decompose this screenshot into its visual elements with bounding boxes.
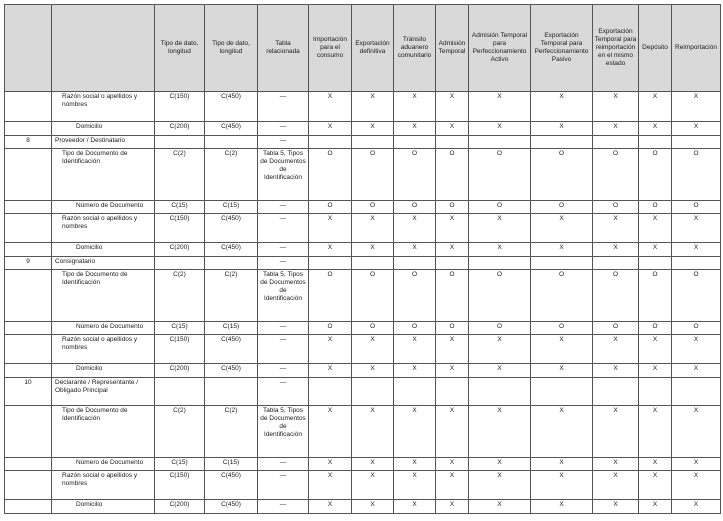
regime-mark-cell: X <box>436 471 469 500</box>
regime-mark-cell: X <box>436 243 469 257</box>
regime-mark-cell: X <box>531 335 593 364</box>
header-cell: Tipo de dato, longitud <box>205 5 258 92</box>
row-number <box>5 471 52 500</box>
regime-mark-cell: X <box>436 458 469 471</box>
regime-mark-cell: X <box>593 214 639 243</box>
table-row <box>5 136 721 149</box>
regime-mark-cell <box>639 378 672 406</box>
regime-mark-cell: X <box>531 243 593 257</box>
regime-mark-cell: X <box>531 458 593 471</box>
regime-mark-cell: O <box>639 270 672 322</box>
regime-mark-cell: X <box>469 335 531 364</box>
regime-mark-cell: X <box>352 471 394 500</box>
related-table-cell: — <box>258 458 309 471</box>
regime-mark-cell <box>352 378 394 406</box>
field-name: Consignatario <box>52 257 155 270</box>
regime-mark-cell <box>394 136 436 149</box>
regime-mark-cell: O <box>593 149 639 201</box>
regime-mark-cell: X <box>436 92 469 122</box>
regime-mark-cell: X <box>394 364 436 378</box>
regime-mark-cell: O <box>309 322 352 335</box>
data-type-cell <box>155 136 205 149</box>
regime-mark-cell: O <box>309 270 352 322</box>
regime-mark-cell: O <box>593 322 639 335</box>
regime-mark-cell <box>309 136 352 149</box>
regime-mark-cell: X <box>394 92 436 122</box>
regime-mark-cell: X <box>309 471 352 500</box>
regime-mark-cell: O <box>394 149 436 201</box>
header-cell: Exportación Temporal para reimportación en el mismo estado <box>593 5 639 92</box>
regime-mark-cell: X <box>672 364 721 378</box>
header-cell: Tipo de dato, longitud <box>155 5 205 92</box>
regime-mark-cell: X <box>531 471 593 500</box>
table-row <box>5 214 721 243</box>
regime-mark-cell: X <box>593 458 639 471</box>
regime-mark-cell: X <box>531 364 593 378</box>
regime-mark-cell: X <box>309 122 352 136</box>
regime-mark-cell: X <box>531 122 593 136</box>
regime-mark-cell: X <box>309 406 352 458</box>
regime-mark-cell: O <box>352 201 394 214</box>
regime-mark-cell: X <box>469 92 531 122</box>
related-table-cell: — <box>258 201 309 214</box>
regime-mark-cell: O <box>672 201 721 214</box>
regime-mark-cell: X <box>469 364 531 378</box>
field-name: Declarante / Representante / Obligado Principal <box>52 378 155 406</box>
regime-mark-cell: O <box>672 322 721 335</box>
regime-mark-cell <box>672 378 721 406</box>
regime-mark-cell: O <box>469 149 531 201</box>
data-type-cell: C(15) <box>205 201 258 214</box>
data-type-cell: C(15) <box>155 458 205 471</box>
header-cell: Importación para el consumo <box>309 5 352 92</box>
header-cell: Exportación Temporal para Perfeccionamiento Pasivo <box>531 5 593 92</box>
row-number <box>5 500 52 514</box>
regime-mark-cell: O <box>352 270 394 322</box>
regime-mark-cell <box>469 257 531 270</box>
regime-mark-cell: X <box>593 335 639 364</box>
regime-mark-cell: X <box>352 364 394 378</box>
row-number <box>5 458 52 471</box>
regime-mark-cell: X <box>593 500 639 514</box>
regime-mark-cell: O <box>394 270 436 322</box>
regime-mark-cell: X <box>672 406 721 458</box>
regime-mark-cell: X <box>436 364 469 378</box>
data-type-cell: C(450) <box>205 500 258 514</box>
row-number <box>5 270 52 322</box>
related-table-cell: — <box>258 122 309 136</box>
regime-mark-cell: X <box>531 92 593 122</box>
regime-mark-cell: X <box>309 500 352 514</box>
row-number <box>5 406 52 458</box>
regime-mark-cell: X <box>469 500 531 514</box>
header-cell: Exportación definitiva <box>352 5 394 92</box>
table-row <box>5 92 721 122</box>
related-table-cell: — <box>258 500 309 514</box>
regime-mark-cell: X <box>639 214 672 243</box>
regime-mark-cell: X <box>672 122 721 136</box>
regime-mark-cell: X <box>436 122 469 136</box>
data-type-cell: C(200) <box>155 364 205 378</box>
data-type-cell: C(150) <box>155 335 205 364</box>
regime-mark-cell: O <box>531 322 593 335</box>
related-table-cell: — <box>258 364 309 378</box>
regime-mark-cell: O <box>394 201 436 214</box>
regime-mark-cell: O <box>531 270 593 322</box>
regime-mark-cell: X <box>436 406 469 458</box>
regime-mark-cell: O <box>469 322 531 335</box>
regime-mark-cell: O <box>352 149 394 201</box>
related-table-cell: — <box>258 471 309 500</box>
regime-mark-cell: X <box>436 335 469 364</box>
regime-mark-cell: X <box>593 406 639 458</box>
regime-mark-cell <box>436 378 469 406</box>
related-table-cell: — <box>258 243 309 257</box>
field-name: Domicilio <box>52 364 155 378</box>
related-table-cell: — <box>258 136 309 149</box>
regime-mark-cell: X <box>394 243 436 257</box>
regime-mark-cell <box>531 257 593 270</box>
regime-mark-cell: X <box>436 500 469 514</box>
regime-mark-cell <box>469 136 531 149</box>
row-number <box>5 149 52 201</box>
regime-mark-cell: X <box>394 335 436 364</box>
regime-mark-cell: X <box>672 471 721 500</box>
regime-mark-cell: O <box>531 149 593 201</box>
field-name: Domicilio <box>52 243 155 257</box>
field-name: Número de Documento <box>52 322 155 335</box>
regime-mark-cell: X <box>672 458 721 471</box>
table-row <box>5 322 721 335</box>
regime-mark-cell: O <box>469 201 531 214</box>
regime-mark-cell: X <box>352 458 394 471</box>
regime-mark-cell: X <box>672 500 721 514</box>
data-type-cell: C(2) <box>155 270 205 322</box>
data-type-cell: C(450) <box>205 92 258 122</box>
row-number <box>5 92 52 122</box>
field-name: Tipo de Documento de Identificación <box>52 270 155 322</box>
data-type-cell: C(15) <box>155 322 205 335</box>
row-number <box>5 214 52 243</box>
table-row <box>5 471 721 500</box>
regime-mark-cell: O <box>436 201 469 214</box>
regime-mark-cell: X <box>531 500 593 514</box>
regime-mark-cell: X <box>394 500 436 514</box>
regime-mark-cell <box>531 136 593 149</box>
data-type-cell: C(450) <box>205 243 258 257</box>
data-type-cell: C(450) <box>205 471 258 500</box>
regime-mark-cell: X <box>394 471 436 500</box>
data-type-cell <box>205 257 258 270</box>
regime-mark-cell: X <box>639 92 672 122</box>
data-type-cell: C(200) <box>155 122 205 136</box>
regime-mark-cell <box>593 378 639 406</box>
header-cell <box>5 5 52 92</box>
regime-mark-cell: X <box>352 406 394 458</box>
data-type-cell: C(150) <box>155 214 205 243</box>
regime-mark-cell: X <box>639 458 672 471</box>
regime-mark-cell <box>352 257 394 270</box>
data-type-cell: C(2) <box>205 270 258 322</box>
row-number: 9 <box>5 257 52 270</box>
data-type-cell: C(450) <box>205 364 258 378</box>
related-table-cell: — <box>258 378 309 406</box>
row-number: 10 <box>5 378 52 406</box>
regime-mark-cell <box>672 136 721 149</box>
related-table-cell: Tabla 5, Tipos de Documentos de Identificación <box>258 149 309 201</box>
regime-mark-cell <box>309 378 352 406</box>
regime-mark-cell: O <box>531 201 593 214</box>
data-type-cell: C(450) <box>205 214 258 243</box>
regime-mark-cell: X <box>672 92 721 122</box>
regime-mark-cell: X <box>593 243 639 257</box>
related-table-cell: — <box>258 257 309 270</box>
data-type-cell: C(200) <box>155 243 205 257</box>
regime-mark-cell: X <box>469 458 531 471</box>
row-number <box>5 201 52 214</box>
field-name: Razón social o apellidos y nombres <box>52 92 155 122</box>
regime-mark-cell: X <box>394 458 436 471</box>
field-name: Domicilio <box>52 122 155 136</box>
row-number <box>5 122 52 136</box>
regime-mark-cell: O <box>352 322 394 335</box>
regime-mark-cell <box>352 136 394 149</box>
table-row <box>5 149 721 201</box>
regime-mark-cell: X <box>672 243 721 257</box>
data-type-cell: C(150) <box>155 471 205 500</box>
regime-mark-cell: X <box>469 214 531 243</box>
regime-mark-cell: X <box>639 364 672 378</box>
regime-mark-cell: X <box>639 500 672 514</box>
data-type-cell: C(2) <box>155 406 205 458</box>
regimes-table <box>4 4 721 514</box>
field-name: Número de Documento <box>52 201 155 214</box>
regime-mark-cell: X <box>394 406 436 458</box>
table-row <box>5 243 721 257</box>
regime-mark-cell: O <box>436 322 469 335</box>
field-name: Razón social o apellidos y nombres <box>52 214 155 243</box>
header-cell: Depósito <box>639 5 672 92</box>
data-type-cell: C(2) <box>205 149 258 201</box>
regime-mark-cell <box>639 257 672 270</box>
regime-mark-cell: X <box>352 243 394 257</box>
regime-mark-cell: X <box>309 214 352 243</box>
field-name: Razón social o apellidos y nombres <box>52 471 155 500</box>
regime-mark-cell: X <box>469 243 531 257</box>
regime-mark-cell: X <box>593 122 639 136</box>
regime-mark-cell: X <box>394 214 436 243</box>
regime-mark-cell: X <box>309 92 352 122</box>
data-type-cell: C(450) <box>205 122 258 136</box>
regime-mark-cell <box>469 378 531 406</box>
row-number <box>5 322 52 335</box>
data-type-cell: C(200) <box>155 500 205 514</box>
regime-mark-cell: O <box>309 201 352 214</box>
regime-mark-cell: X <box>352 92 394 122</box>
table-row <box>5 458 721 471</box>
data-type-cell: C(150) <box>155 92 205 122</box>
regime-mark-cell: X <box>593 471 639 500</box>
header-cell: Admisión Temporal para Perfeccionamiento Activo <box>469 5 531 92</box>
row-number: 8 <box>5 136 52 149</box>
table-row <box>5 378 721 406</box>
regime-mark-cell: O <box>394 322 436 335</box>
regime-mark-cell: X <box>309 364 352 378</box>
row-number <box>5 243 52 257</box>
regime-mark-cell: X <box>639 243 672 257</box>
related-table-cell: — <box>258 322 309 335</box>
header-cell: Admisión Temporal <box>436 5 469 92</box>
header-cell: Reimportación <box>672 5 721 92</box>
regime-mark-cell: X <box>309 243 352 257</box>
regime-mark-cell: O <box>639 149 672 201</box>
field-name: Número de Documento <box>52 458 155 471</box>
regime-mark-cell: X <box>352 500 394 514</box>
regime-mark-cell <box>593 136 639 149</box>
header-row <box>5 5 721 92</box>
regime-mark-cell: X <box>593 92 639 122</box>
table-row <box>5 122 721 136</box>
data-type-cell <box>205 136 258 149</box>
data-type-cell: C(15) <box>205 458 258 471</box>
regime-mark-cell: X <box>672 214 721 243</box>
regime-mark-cell: X <box>639 471 672 500</box>
table-row <box>5 257 721 270</box>
regime-mark-cell: X <box>469 122 531 136</box>
regime-mark-cell <box>309 257 352 270</box>
row-number <box>5 335 52 364</box>
regime-mark-cell: X <box>352 214 394 243</box>
regime-mark-cell: O <box>672 270 721 322</box>
data-type-cell <box>155 257 205 270</box>
field-name: Proveedor / Destinatario <box>52 136 155 149</box>
regime-mark-cell: X <box>639 122 672 136</box>
regime-mark-cell: X <box>672 335 721 364</box>
data-type-cell: C(2) <box>155 149 205 201</box>
regime-mark-cell: O <box>309 149 352 201</box>
regime-mark-cell: X <box>309 458 352 471</box>
regime-mark-cell: X <box>639 406 672 458</box>
regime-mark-cell <box>593 257 639 270</box>
related-table-cell: Tabla 5, Tipos de Documentos de Identificación <box>258 270 309 322</box>
regime-mark-cell: X <box>436 214 469 243</box>
regime-mark-cell: X <box>352 122 394 136</box>
related-table-cell: Tabla 5, Tipos de Documentos de Identificación <box>258 406 309 458</box>
table-row <box>5 270 721 322</box>
data-type-cell: C(15) <box>155 201 205 214</box>
data-type-cell <box>205 378 258 406</box>
regime-mark-cell: X <box>639 335 672 364</box>
data-type-cell: C(15) <box>205 322 258 335</box>
regime-mark-cell <box>394 378 436 406</box>
field-name: Tipo de Documento de Identificación <box>52 149 155 201</box>
regime-mark-cell <box>436 257 469 270</box>
regime-mark-cell: X <box>469 471 531 500</box>
regime-mark-cell: O <box>593 201 639 214</box>
regime-mark-cell: X <box>593 364 639 378</box>
table-row <box>5 201 721 214</box>
regime-mark-cell: X <box>531 214 593 243</box>
related-table-cell: — <box>258 335 309 364</box>
data-type-cell: C(2) <box>205 406 258 458</box>
row-number <box>5 364 52 378</box>
regime-mark-cell: X <box>531 406 593 458</box>
related-table-cell: — <box>258 214 309 243</box>
regime-mark-cell: O <box>639 322 672 335</box>
regime-mark-cell <box>639 136 672 149</box>
field-name: Tipo de Documento de Identificación <box>52 406 155 458</box>
data-type-cell <box>155 378 205 406</box>
regime-mark-cell: X <box>394 122 436 136</box>
field-name: Domicilio <box>52 500 155 514</box>
header-cell: Tabla relacionada <box>258 5 309 92</box>
regime-mark-cell: X <box>309 335 352 364</box>
table-row <box>5 335 721 364</box>
regime-mark-cell: O <box>639 201 672 214</box>
regime-mark-cell: X <box>469 406 531 458</box>
related-table-cell: — <box>258 92 309 122</box>
table-row <box>5 364 721 378</box>
regime-mark-cell <box>672 257 721 270</box>
regime-mark-cell <box>531 378 593 406</box>
regime-mark-cell <box>436 136 469 149</box>
table-row <box>5 406 721 458</box>
field-name: Razón social o apellidos y nombres <box>52 335 155 364</box>
table-row <box>5 500 721 514</box>
regime-mark-cell: O <box>672 149 721 201</box>
regime-mark-cell: O <box>436 270 469 322</box>
regime-mark-cell: O <box>436 149 469 201</box>
header-cell: Tránsito aduanero comunitario <box>394 5 436 92</box>
data-type-cell: C(450) <box>205 335 258 364</box>
header-cell <box>52 5 155 92</box>
regime-mark-cell: X <box>352 335 394 364</box>
regime-mark-cell: O <box>593 270 639 322</box>
regime-mark-cell: O <box>469 270 531 322</box>
regime-mark-cell <box>394 257 436 270</box>
